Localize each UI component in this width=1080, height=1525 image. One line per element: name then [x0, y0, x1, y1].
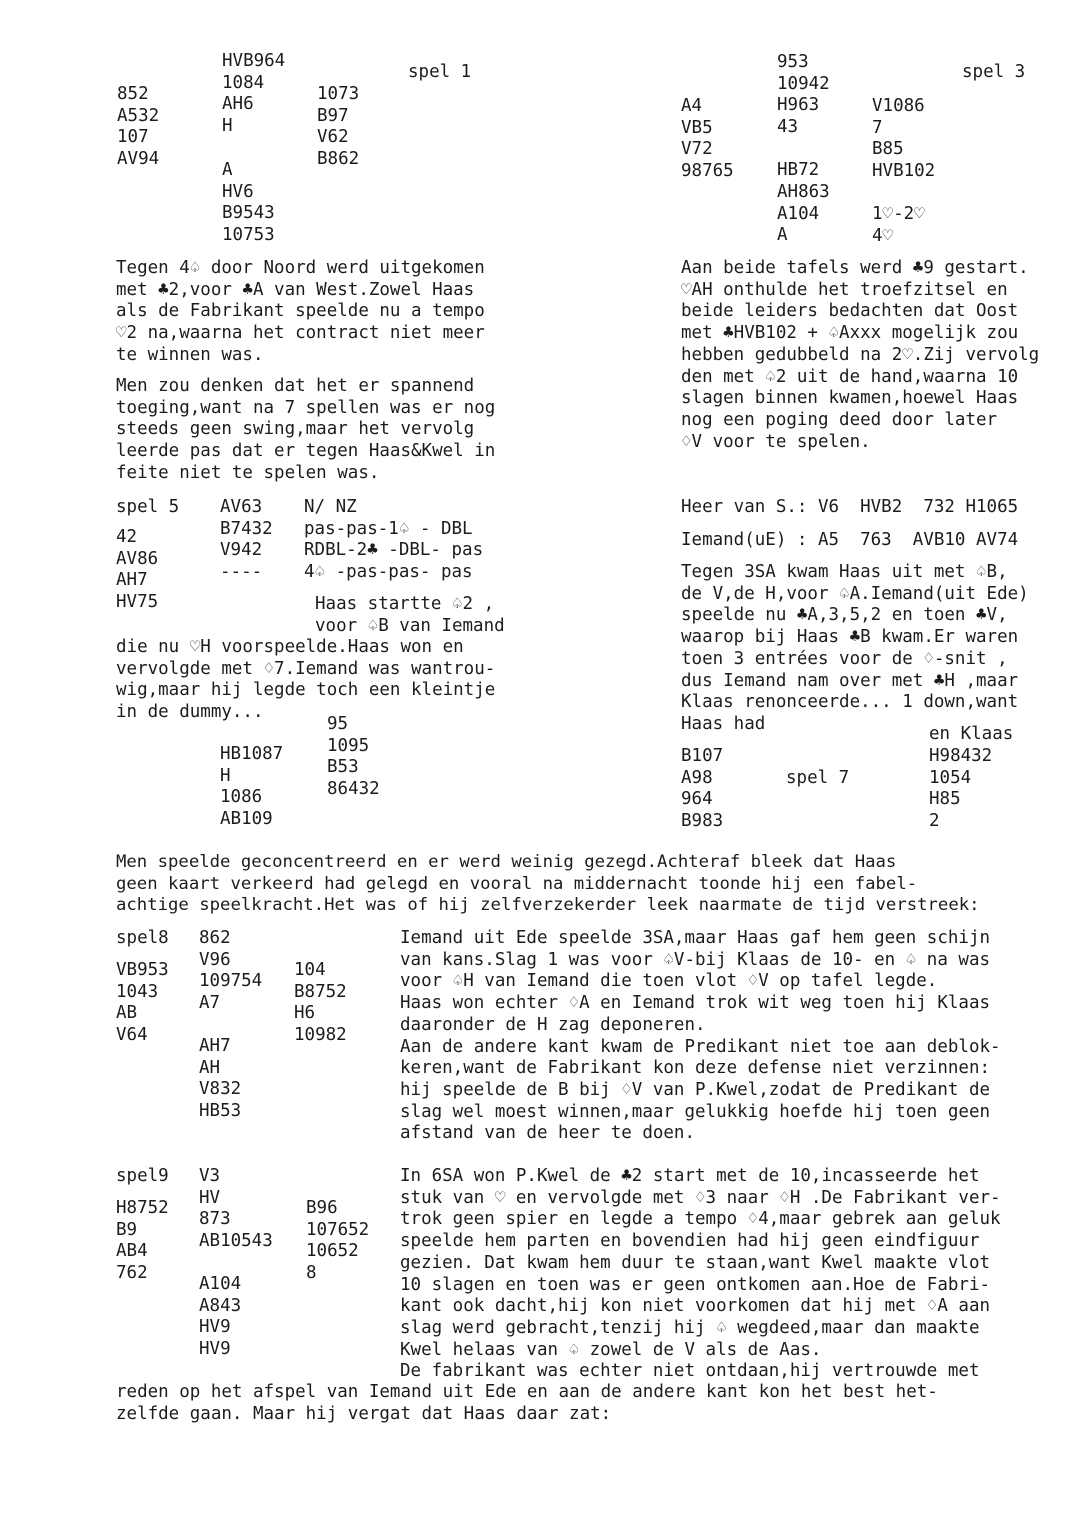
spel5-bidding: N/ NZ pas-pas-1♤ - DBL RDBL-2♣ -DBL- pas 4♤ -pas-pas- pas	[304, 497, 484, 583]
spel5-text-b: die nu ♡H voorspeelde.Haas won en vervolgde met ♢7.Iemand was wantrou- wig,maar hij legde toch een kleintje in de dummy...	[116, 637, 496, 723]
spel1-east-hand: 1073 B97 V62 B862	[317, 84, 360, 170]
spel5-south-hand: HB1087 H 1086 AB109	[220, 744, 284, 830]
spel1-south-hand: A HV6 B9543 10753	[222, 160, 275, 246]
spel5-east-hand: 95 1095 B53 86432	[327, 714, 380, 800]
spel8-south-hand: AH7 AH V832 HB53	[199, 1036, 242, 1122]
spel9-north-hand: V3 HV 873 AB10543	[199, 1166, 273, 1252]
spel9-east-hand: B96 107652 10652 8	[306, 1198, 370, 1284]
spel9-tail-paragraph: reden op het afspel van Iemand uit Ede en aan de andere kant kon het best het- zelfde gaan. Maar hij vergat dat Haas daar zat:	[116, 1382, 938, 1424]
spel9-paragraph: In 6SA won P.Kwel de ♣2 start met de 10,incasseerde het stuk van ♡ en vervolgde met ♢3 naar ♢H .De Fabrikant ver- trok geen spier en legde a tempo ♢4,maar gebrek aan geluk speelde hem parten en bovendien had hij geen eindfiguur gezien. Dat kwam hem duur te staan,want Kwel maakte vlot 10 slagen en toen was er geen ontkomen aan.Hoe de Fabri- kant ook dacht,hij kon niet voorkomen dat hij met ♢A aan slag werd gebracht,tenzij hij ♤ wegdeed,maar dan maakte Kwel helaas van ♤ zowel de V als de Aas. De fabrikant was echter niet ontdaan,hij vertrouwde met	[400, 1166, 1001, 1382]
spel7-klaas-label: en Klaas	[929, 724, 1014, 744]
spel3-bidding: 1♡-2♡ 4♡	[872, 204, 925, 246]
spel3-west-hand: A4 VB5 V72 98765	[681, 96, 734, 182]
spel7-klaas-hand: H98432 1054 H85 2	[929, 746, 993, 832]
spel3-center-hand: HB72	[777, 160, 820, 180]
spel1-paragraph: Tegen 4♤ door Noord werd uitgekomen met ♣2,voor ♣A van West.Zowel Haas als de Fabrikant speelde nu a tempo ♡2 na,waarna het contract niet meer te winnen was.	[116, 258, 485, 365]
spel1-west-hand: 852 A532 107 AV94	[117, 84, 160, 170]
spel7-iemand-line: Iemand(uE) : A5 763 AVB10 AV74	[681, 530, 1019, 550]
spel8-label: spel8	[116, 928, 169, 948]
spel8-east-hand: 104 B8752 H6 10982	[294, 960, 347, 1046]
middle-paragraph: Men speelde geconcentreerd en er werd weinig gezegd.Achteraf bleek dat Haas geen kaart verkeerd had gelegd en vooral na middernacht toonde hij een fabel- achtige speelkracht.Het was of hij zelfverzekerder leek naarmate de tijd verstreek:	[116, 852, 980, 916]
spel8-paragraph: Iemand uit Ede speelde 3SA,maar Haas gaf hem geen schijn van kans.Slag 1 was voor ♤V-bij Klaas de 10- en ♤ na was voor ♤H van Iemand die toen vlot ♢V op tafel legde. Haas won echter ♢A en Iemand trok wit weg toen hij Klaas daaronder de H zag deponeren. Aan de andere kant kwam de Predikant niet toe aan deblok- keren,want de Fabrikant kon deze defense niet verzinnen: hij speelde de B bij ♢V van P.Kwel,zodat de Predikant de slag wel moest winnen,maar gelukkig hoefde hij toen geen afstand van de heer te doen.	[400, 928, 1001, 1144]
spel5-west-hand: 42 AV86 AH7 HV75	[116, 527, 159, 613]
spel3-north-hand: 953 10942 H963 43	[777, 52, 830, 138]
spel5-text-a: Haas startte ♤2 , voor ♤B van Iemand	[315, 594, 505, 636]
spel7-paragraph: Tegen 3SA kwam Haas uit met ♤B, de V,de H,voor ♤A.Iemand(uit Ede) speelde nu ♣A,3,5,2 en toen ♣V, waarop bij Haas ♣B kwam.Er waren toen 3 entrées voor de ♢-snit , dus Iemand nam over met ♣H ,maar Klaas renonceerde... 1 down,want Haas had	[681, 562, 1029, 734]
spel7-title: spel 7	[786, 768, 850, 788]
spel5-label: spel 5	[116, 497, 180, 517]
spel7-haas-hand: B107 A98 964 B983	[681, 746, 724, 832]
spel3-south-hand: AH863 A104 A	[777, 182, 830, 246]
spel8-west-hand: VB953 1043 AB V64	[116, 960, 169, 1046]
spel1-title: spel 1	[408, 62, 472, 82]
spel3-paragraph: Aan beide tafels werd ♣9 gestart. ♡AH onthulde het troefzitsel en beide leiders bedachten dat Oost met ♣HVB102 + ♤Axxx mogelijk zou hebben gedubbeld na 2♡.Zij vervolg den met ♤2 uit de hand,waarna 10 slagen binnen kwamen,hoewel Haas nog een poging deed door later ♢V voor te spelen.	[681, 258, 1040, 452]
spel1-north-hand: HVB964 1084 AH6 H	[222, 51, 286, 137]
spel3-title: spel 3	[962, 62, 1026, 82]
spannend-paragraph: Men zou denken dat het er spannend toeging,want na 7 spellen was er nog steeds geen swing,maar het vervolg leerde pas dat er tegen Haas&Kwel in feite niet te spelen was.	[116, 376, 496, 483]
spel9-west-hand: H8752 B9 AB4 762	[116, 1198, 169, 1284]
spel7-heer-line: Heer van S.: V6 HVB2 732 H1065	[681, 497, 1019, 517]
spel9-south-hand: A104 A843 HV9 HV9	[199, 1274, 242, 1360]
spel5-north-hand: AV63 B7432 V942 ----	[220, 497, 273, 583]
spel8-north-hand: 862 V96 109754 A7	[199, 928, 263, 1014]
spel3-east-hand: V1086 7 B85 HVB102	[872, 96, 936, 182]
spel9-label: spel9	[116, 1166, 169, 1186]
